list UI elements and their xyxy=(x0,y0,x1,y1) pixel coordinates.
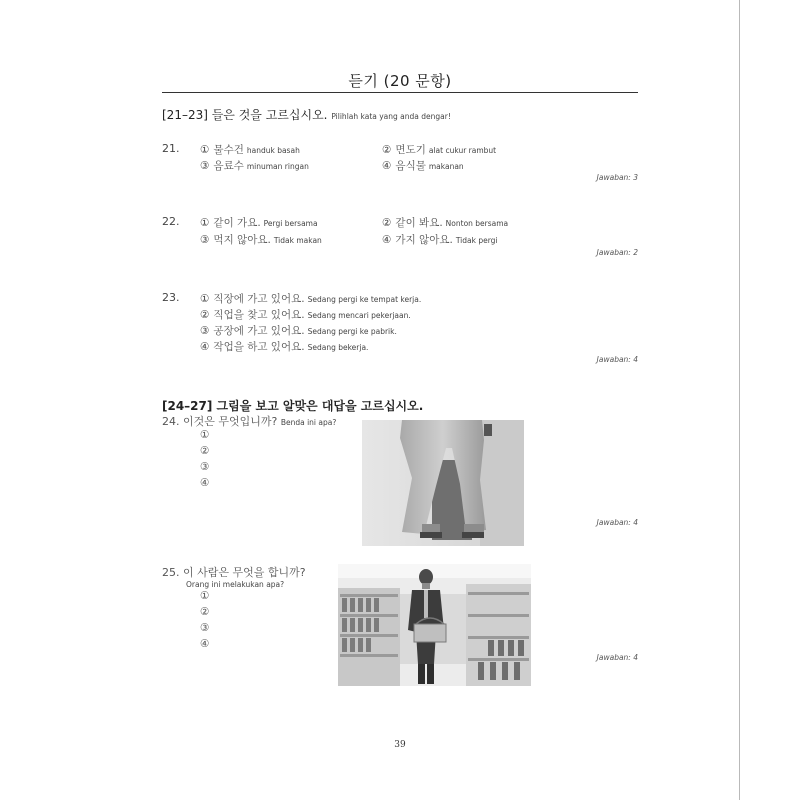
trousers-image xyxy=(362,420,524,546)
q22-option-4: ④ 가지 않아요. Tidak pergi xyxy=(382,234,498,246)
q25-option-1: ① xyxy=(200,590,210,602)
q22-answer: Jawaban: 2 xyxy=(596,248,638,257)
shopper-image xyxy=(338,564,531,686)
page-number: 39 xyxy=(394,740,406,750)
q24-photo-trousers xyxy=(362,420,524,546)
q25-option-3: ③ xyxy=(200,622,210,634)
q25-photo-shopper xyxy=(338,564,531,686)
q23-option-2: ② 직업을 찾고 있어요. Sedang mencari pekerjaan. xyxy=(200,309,411,321)
q23-option-3: ③ 공장에 가고 있어요. Sedang pergi ke pabrik. xyxy=(200,325,397,337)
title-divider xyxy=(162,92,638,93)
q25-answer: Jawaban: 4 xyxy=(596,653,638,662)
q24-option-4: ④ xyxy=(200,477,210,489)
q23-option-1: ① 직장에 가고 있어요. Sedang pergi ke tempat kerja. xyxy=(200,293,422,305)
page-title: 듣기 (20 문항) xyxy=(348,72,452,90)
q21-option-2: ② 면도기 alat cukur rambut xyxy=(382,144,497,156)
question-21-number: 21. xyxy=(162,142,180,155)
q22-option-2: ② 같이 봐요. Nonton bersama xyxy=(382,217,509,229)
q23-answer: Jawaban: 4 xyxy=(596,355,638,364)
q22-option-1: ① 같이 가요. Pergi bersama xyxy=(200,217,318,229)
section-1-title: [21–23] 들은 것을 고르십시오. xyxy=(162,108,328,122)
question-25-translation: Orang ini melakukan apa? xyxy=(186,580,285,589)
q21-answer: Jawaban: 3 xyxy=(596,173,638,182)
page-edge-line xyxy=(739,0,740,800)
question-22-number: 22. xyxy=(162,215,180,228)
question-25-label: 25. 이 사람은 무엇을 합니까? xyxy=(162,566,306,579)
section-1-subtitle: Pilihlah kata yang anda dengar! xyxy=(331,112,451,121)
section-2-heading: [24–27] 그림을 보고 알맞은 대답을 고르십시오. xyxy=(162,399,424,413)
q21-option-3: ③ 음료수 minuman ringan xyxy=(200,160,309,172)
q23-option-4: ④ 작업을 하고 있어요. Sedang bekerja. xyxy=(200,341,369,353)
q21-option-4: ④ 음식물 makanan xyxy=(382,160,464,172)
q24-answer: Jawaban: 4 xyxy=(596,518,638,527)
section-1-heading xyxy=(162,106,451,123)
q24-option-1: ① xyxy=(200,429,210,441)
q25-option-2: ② xyxy=(200,606,210,618)
q22-option-3: ③ 먹지 않아요. Tidak makan xyxy=(200,234,322,246)
q21-option-1: ① 물수건 handuk basah xyxy=(200,144,300,156)
q24-option-2: ② xyxy=(200,445,210,457)
question-24-label: 24. 이것은 무엇입니까? Benda ini apa? xyxy=(162,415,337,428)
q24-option-3: ③ xyxy=(200,461,210,473)
question-23-number: 23. xyxy=(162,291,180,304)
q25-option-4: ④ xyxy=(200,638,210,650)
